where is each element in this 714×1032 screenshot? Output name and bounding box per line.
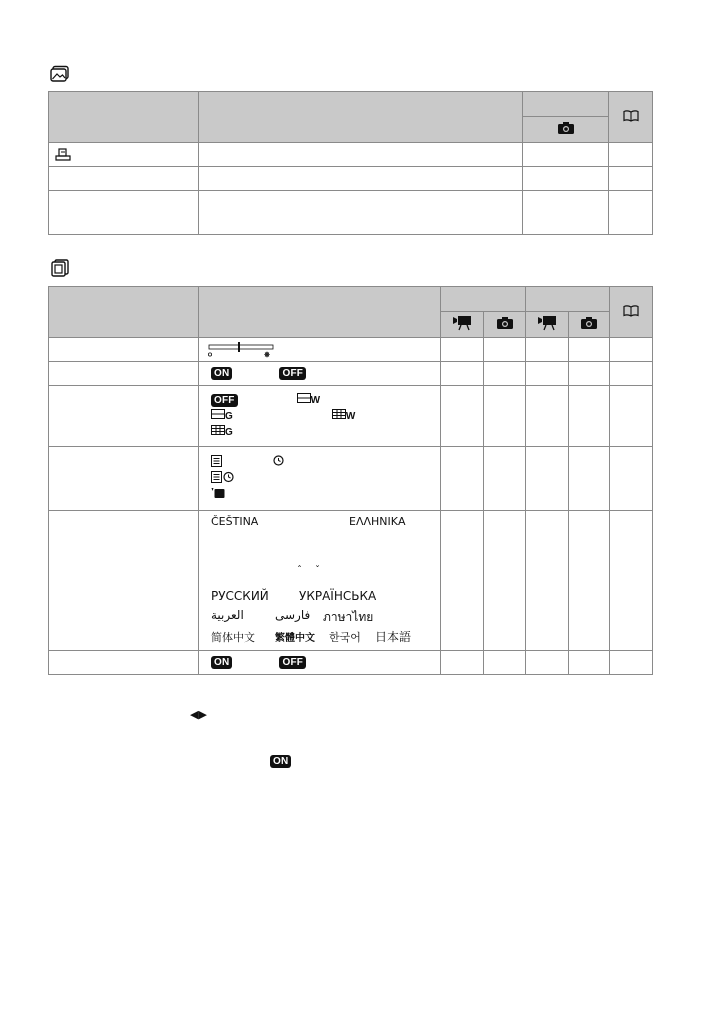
page-cell — [609, 191, 653, 235]
table-row — [49, 338, 653, 362]
header-photo-mode — [569, 312, 610, 338]
header-setting-options — [199, 92, 523, 143]
mode-cell — [526, 651, 569, 675]
table-row — [49, 511, 653, 651]
table-row — [49, 447, 653, 511]
header-reference-page — [609, 92, 653, 143]
mode-cell — [484, 447, 526, 511]
table-row — [49, 191, 653, 235]
mode-cell — [526, 362, 569, 386]
mode-cell — [523, 191, 609, 235]
marker-suffix: G — [225, 427, 233, 438]
mode-cell — [441, 362, 484, 386]
brightness-slider — [207, 342, 279, 358]
camera-icon — [496, 316, 514, 330]
marker-suffix: W — [345, 411, 356, 422]
header-menu-item — [49, 287, 199, 338]
footnote-on-badge-wrap — [270, 753, 291, 771]
playback-photo-icon — [50, 65, 70, 83]
mode-cell — [441, 651, 484, 675]
menu-item-cell — [49, 447, 199, 511]
mode-cell — [484, 511, 526, 651]
options-cell — [199, 191, 523, 235]
menu-item-cell — [49, 651, 199, 675]
on-badge: ON — [211, 367, 232, 380]
mode-cell — [569, 651, 610, 675]
page-cell — [609, 167, 653, 191]
mode-cell — [441, 386, 484, 447]
page-cell — [610, 362, 653, 386]
menu-item-cell — [49, 143, 199, 167]
marker-suffix: G — [225, 411, 233, 422]
options-cell — [199, 143, 523, 167]
language-option: ΕΛΛΗΝΙΚΑ — [349, 515, 406, 528]
language-option: 日本語 — [375, 630, 412, 644]
table-row — [49, 362, 653, 386]
mode-cell — [526, 386, 569, 447]
off-badge: OFF — [211, 394, 238, 407]
options-cell — [199, 167, 523, 191]
arrow-right-icon: ▶ — [198, 708, 207, 721]
playback-menu-table — [48, 91, 653, 235]
page-cell — [610, 386, 653, 447]
menu-item-cell — [49, 386, 199, 447]
menu-item-cell — [49, 338, 199, 362]
marker-grid-gray-icon — [211, 424, 225, 440]
left-right-arrows — [190, 708, 207, 721]
mode-cell — [484, 338, 526, 362]
header-movie-mode — [526, 312, 569, 338]
menu-item-cell — [49, 511, 199, 651]
language-option: العربية — [211, 608, 244, 622]
header-mode-group-b — [526, 287, 610, 312]
language-option: فارسی — [275, 608, 311, 622]
mode-cell — [523, 143, 609, 167]
header-mode-group-a — [441, 287, 526, 312]
options-cell — [199, 651, 441, 675]
table-row — [49, 143, 653, 167]
mode-cell — [484, 386, 526, 447]
accent-mark: ˇ — [315, 565, 320, 576]
header-photo-mode — [523, 117, 609, 143]
table-row — [49, 167, 653, 191]
options-cell — [199, 362, 441, 386]
mode-cell — [484, 362, 526, 386]
menu-item-cell — [49, 167, 199, 191]
off-badge: OFF — [279, 367, 306, 380]
mode-cell — [569, 511, 610, 651]
display-setup-table — [48, 286, 653, 675]
menu-item-cell — [49, 191, 199, 235]
mode-cell — [441, 338, 484, 362]
language-option: РУССКИЙ — [211, 589, 269, 603]
table-row — [49, 386, 653, 447]
movie-camera-icon — [537, 315, 557, 331]
mode-cell — [569, 386, 610, 447]
language-option: 简体中文 — [211, 631, 255, 644]
dim-icon — [208, 352, 211, 355]
header-menu-item — [49, 92, 199, 143]
mode-cell — [526, 447, 569, 511]
language-option: ČEŠTINA — [211, 515, 259, 528]
mode-cell — [484, 651, 526, 675]
options-cell — [199, 386, 441, 447]
marker-grid-white-icon — [332, 408, 346, 424]
camera-icon — [580, 316, 598, 330]
display-setup-icon — [50, 259, 70, 277]
options-cell — [199, 511, 441, 651]
clock-icon — [273, 455, 284, 471]
page-cell — [610, 447, 653, 511]
camera-data-icon — [211, 487, 225, 504]
camera-icon — [557, 121, 575, 135]
book-icon — [623, 110, 639, 122]
accent-mark: ˆ — [297, 565, 302, 576]
menu-item-cell — [49, 362, 199, 386]
arrow-left-icon: ◀ — [190, 708, 199, 721]
marker-suffix: W — [310, 395, 321, 406]
on-badge: ON — [270, 755, 291, 768]
header-photo-mode — [484, 312, 526, 338]
options-cell — [199, 338, 441, 362]
mode-cell — [526, 338, 569, 362]
mode-cell — [523, 167, 609, 191]
options-cell — [199, 447, 441, 511]
print-icon — [55, 148, 71, 162]
header-setting-options — [199, 287, 441, 338]
mode-cell — [441, 511, 484, 651]
marker-level-gray-icon — [211, 408, 225, 424]
movie-camera-icon — [452, 315, 472, 331]
mode-cell — [569, 338, 610, 362]
date-icon — [211, 455, 222, 472]
page-cell — [610, 511, 653, 651]
mode-cell — [569, 447, 610, 511]
mode-cell — [441, 447, 484, 511]
language-option: 繁體中文 — [275, 633, 315, 644]
language-option: ภาษาไทย — [323, 610, 374, 624]
date-and-time-icon — [211, 471, 235, 488]
marker-level-white-icon — [297, 392, 311, 408]
mode-cell — [569, 362, 610, 386]
mode-cell — [526, 511, 569, 651]
page-cell — [610, 338, 653, 362]
table-row — [49, 651, 653, 675]
off-badge: OFF — [279, 656, 306, 669]
page-cell — [609, 143, 653, 167]
language-option: УКРАЇНСЬКА — [299, 589, 377, 603]
language-option: 한국어 — [329, 631, 361, 644]
page-cell — [610, 651, 653, 675]
on-badge: ON — [211, 656, 232, 669]
header-reference-page — [610, 287, 653, 338]
header-mode — [523, 92, 609, 117]
book-icon — [623, 305, 639, 317]
header-movie-mode — [441, 312, 484, 338]
